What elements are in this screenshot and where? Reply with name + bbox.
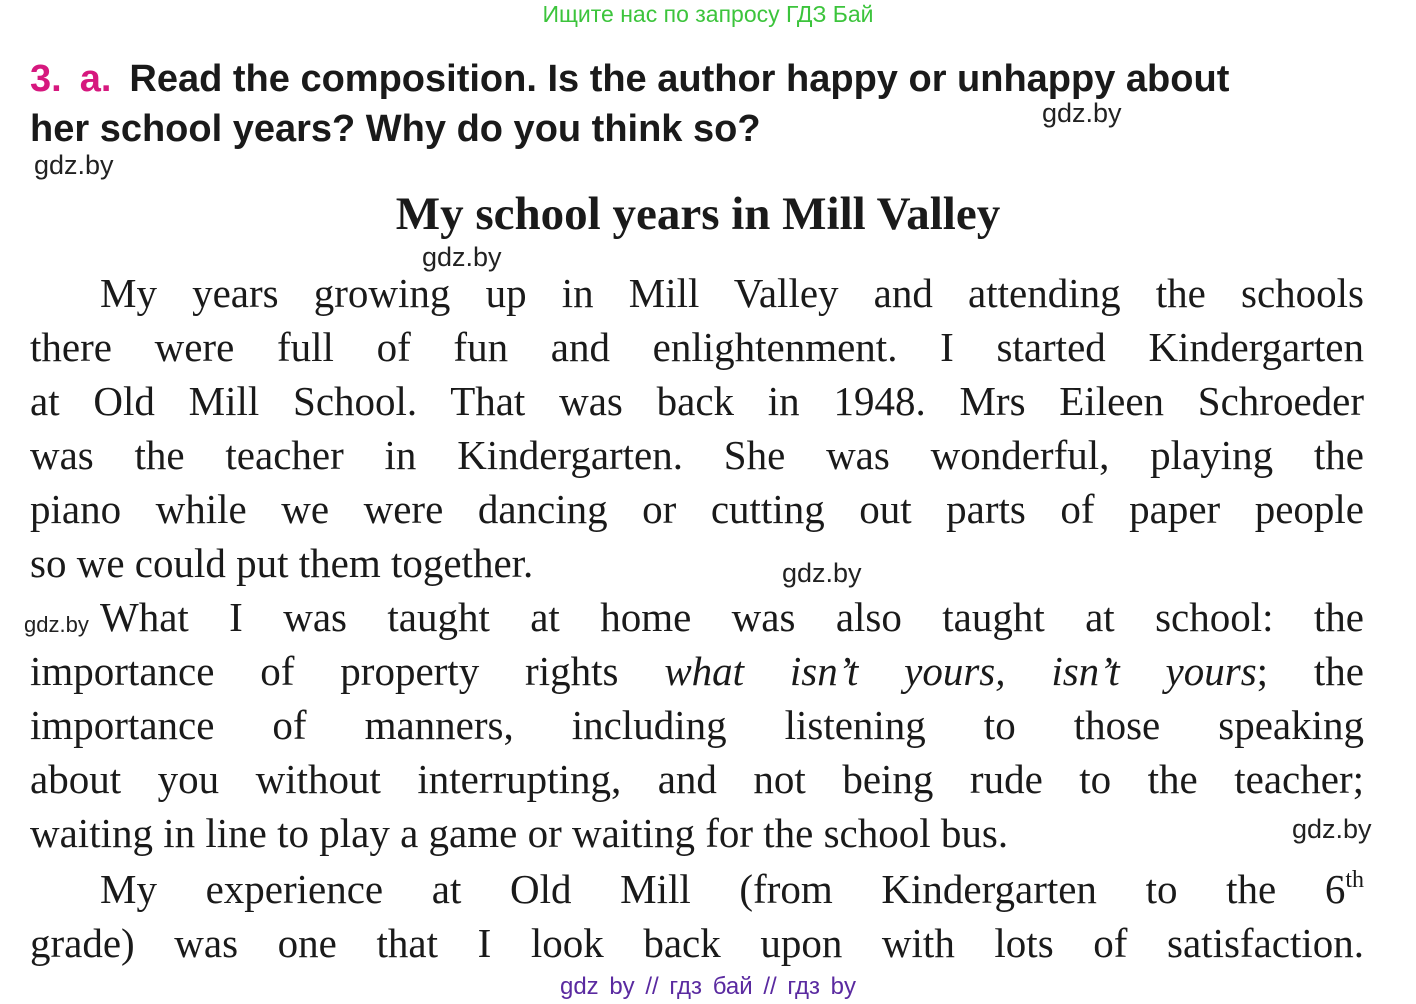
paragraph-1-line-3: at Old Mill School. That was back in 1948. Mrs Eileen Schroeder — [30, 378, 1364, 424]
paragraph-2-line-2-end: ; the — [1256, 648, 1364, 694]
task-instruction — [30, 54, 1370, 154]
bottom-banner[interactable]: gdz by // гдз бай // гдз by — [559, 973, 857, 1000]
watermark: gdz.by — [782, 558, 862, 588]
task-line-2: her school years? Why do you think so? — [30, 108, 761, 150]
paragraph-1-line-5: piano while we were dancing or cutting out parts of paper people — [30, 486, 1364, 532]
composition-title: My school years in Mill Valley — [395, 188, 1001, 240]
paragraph-1-line-4: was the teacher in Kindergarten. She was wonderful, playing the — [30, 432, 1364, 478]
top-banner[interactable]: Ищите нас по запросу ГДЗ Бай — [542, 1, 874, 27]
watermark: gdz.by — [1292, 814, 1372, 844]
watermark: gdz.by — [1042, 98, 1122, 128]
paragraph-1-line-1: My years growing up in Mill Valley and attending the schools — [100, 270, 1364, 316]
task-number: 3. — [30, 58, 62, 100]
paragraph-3-line-1 — [100, 862, 1364, 916]
task-text-1: Read the composition. Is the author happy or unhappy about — [129, 58, 1230, 100]
watermark: gdz.by — [34, 150, 114, 180]
paragraph-2-line-3: importance of manners, including listening to those speaking — [30, 702, 1364, 748]
paragraph-1-line-2: there were full of fun and enlightenment. I started Kindergarten — [30, 324, 1364, 370]
watermark: gdz.by — [24, 612, 89, 637]
paragraph-2-line-2 — [30, 644, 1364, 698]
paragraph-2-italic-phrase: what isn’t yours, isn’t yours — [664, 648, 1257, 694]
paragraph-3-line-1-text: My experience at Old Mill (from Kindergarten to the 6 — [100, 866, 1346, 912]
paragraph-1-line-6: so we could put them together. — [30, 540, 534, 586]
superscript-th: th — [1345, 867, 1364, 893]
paragraph-2-line-2-start: importance of property rights — [30, 648, 665, 694]
task-letter: a. — [79, 58, 112, 100]
paragraph-2-line-5: waiting in line to play a game or waiting for the school bus. — [30, 810, 1009, 856]
paragraph-3-line-2: grade) was one that I look back upon with lots of satisfaction. — [30, 920, 1364, 966]
task-line-1 — [30, 54, 1370, 104]
paragraph-2-line-4: about you without interrupting, and not being rude to the teacher; — [30, 756, 1364, 802]
paragraph-2-line-1: What I was taught at home was also taught at school: the — [100, 594, 1364, 640]
watermark: gdz.by — [422, 242, 502, 272]
